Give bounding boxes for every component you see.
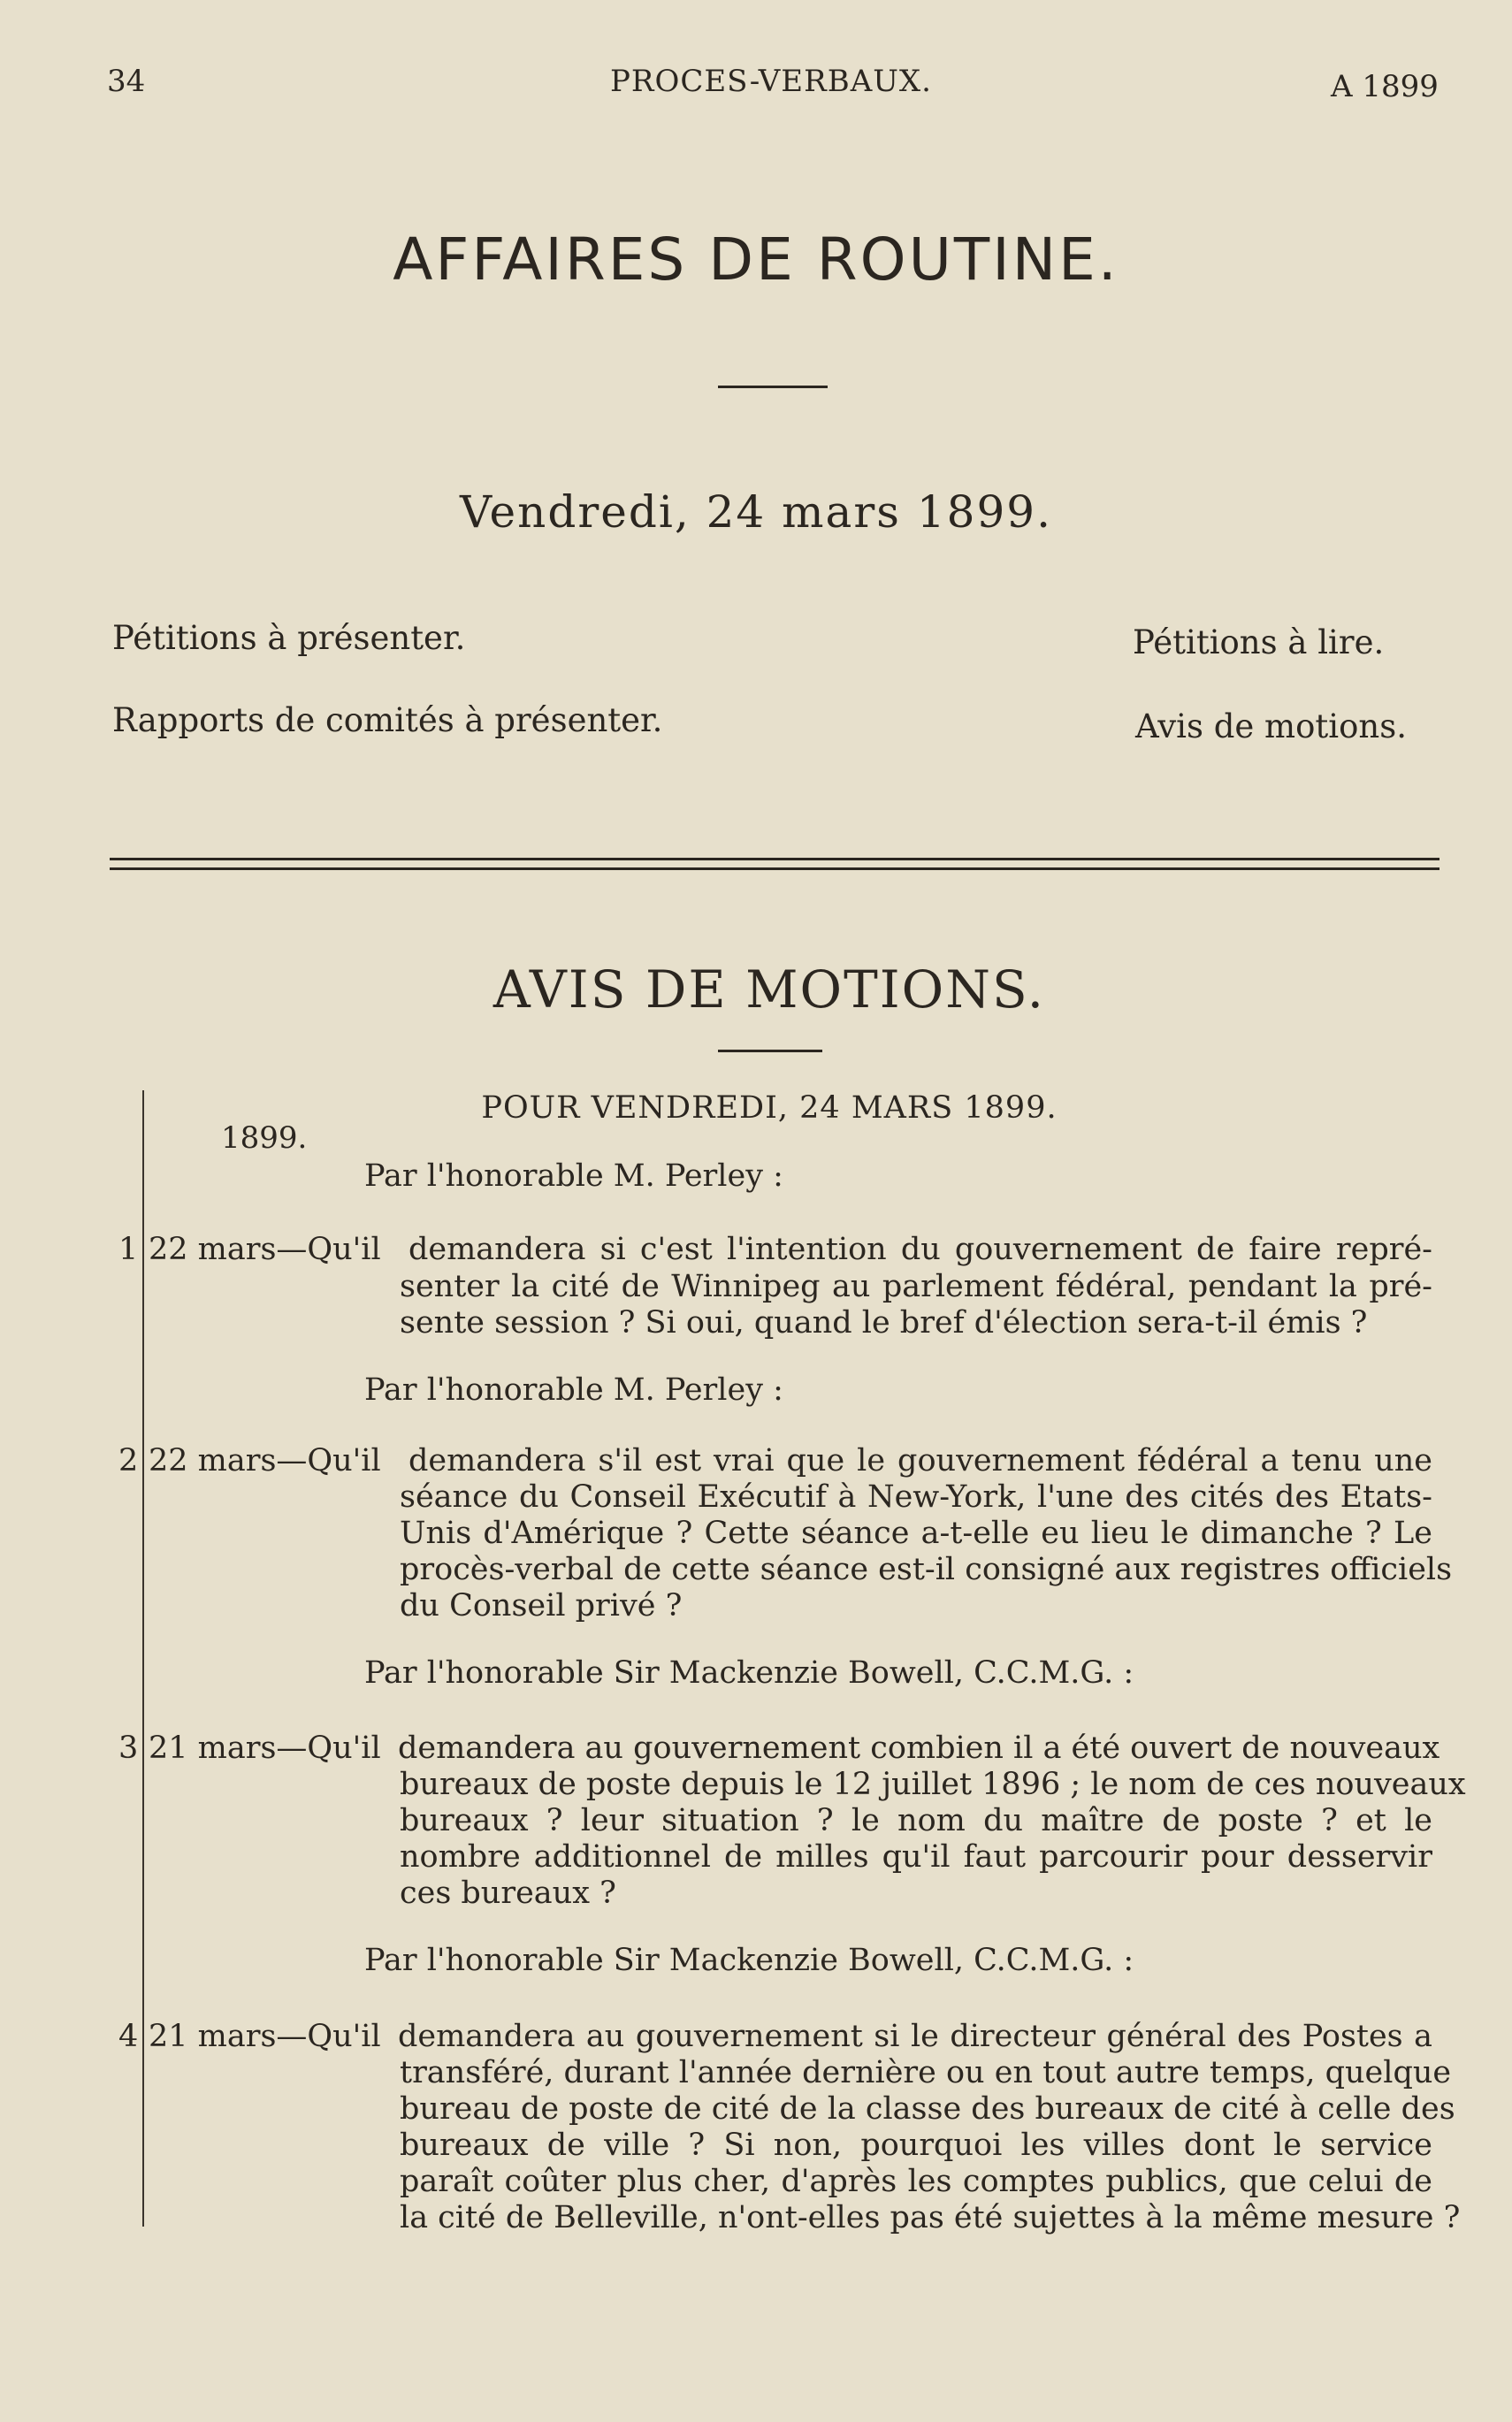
order-item-right-1: Pétitions à lire. bbox=[1133, 623, 1385, 661]
motion-3-line-2: bureaux de poste depuis le 12 juillet 1896 ; le nom de ces nouveaux bbox=[400, 1767, 1466, 1802]
year-reference: A 1899 bbox=[1331, 69, 1439, 104]
motion-4-line-2: transféré, durant l'année dernière ou en tout autre temps, quelque bbox=[400, 2055, 1452, 2090]
motion-1-line-1: demandera si c'est l'intention du gouvernement de faire repré- bbox=[409, 1232, 1432, 1267]
motion-4-line-1: demandera au gouvernement si le directeur général des Postes a bbox=[398, 2019, 1432, 2054]
motion-3-line-3: bureaux ? leur situation ? le nom du maître de poste ? et le bbox=[400, 1803, 1432, 1838]
title-divider bbox=[718, 386, 828, 388]
motion-1-line-3: sente session ? Si oui, quand le bref d'élection sera-t-il émis ? bbox=[400, 1305, 1368, 1341]
motion-1-mover: Par l'honorable M. Perley : bbox=[364, 1158, 783, 1194]
order-item-left-2: Rapports de comités à présenter. bbox=[112, 701, 663, 739]
order-item-right-2: Avis de motions. bbox=[1135, 707, 1407, 745]
motion-3-date: 21 mars—Qu'il bbox=[149, 1731, 381, 1766]
motion-1-number: 1 bbox=[118, 1232, 139, 1267]
session-date: Vendredi, 24 mars 1899. bbox=[460, 486, 1052, 538]
notices-heading: AVIS DE MOTIONS. bbox=[493, 959, 1046, 1020]
motion-2-date: 22 mars—Qu'il bbox=[149, 1443, 381, 1478]
page-number: 34 bbox=[107, 64, 146, 99]
motion-2-line-5: du Conseil privé ? bbox=[400, 1588, 683, 1624]
motion-4-line-6: la cité de Belleville, n'ont-elles pas été sujettes à la même mesure ? bbox=[400, 2200, 1461, 2235]
running-title: PROCES-VERBAUX. bbox=[610, 64, 932, 99]
motion-2-line-1: demandera s'il est vrai que le gouvernement fédéral a tenu une bbox=[409, 1443, 1432, 1478]
page-title: AFFAIRES DE ROUTINE. bbox=[393, 225, 1119, 294]
motion-2-line-3: Unis d'Amérique ? Cette séance a-t-elle eu lieu le dimanche ? Le bbox=[400, 1516, 1432, 1551]
motion-3-mover: Par l'honorable Sir Mackenzie Bowell, C.C.M.G. : bbox=[364, 1655, 1134, 1691]
motion-3-line-5: ces bureaux ? bbox=[400, 1876, 616, 1911]
motion-4-line-5: paraît coûter plus cher, d'après les comptes publics, que celui de bbox=[400, 2164, 1432, 2199]
motion-3-number: 3 bbox=[118, 1731, 139, 1766]
order-item-left-1: Pétitions à présenter. bbox=[112, 619, 466, 657]
motion-1-line-2: senter la cité de Winnipeg au parlement fédéral, pendant la pré- bbox=[400, 1269, 1432, 1304]
motion-3-line-1: demandera au gouvernement combien il a été ouvert de nouveaux bbox=[398, 1731, 1440, 1766]
motion-2-mover: Par l'honorable M. Perley : bbox=[364, 1372, 783, 1408]
motion-1-date: 22 mars—Qu'il bbox=[149, 1232, 381, 1267]
motion-3-line-4: nombre additionnel de milles qu'il faut parcourir pour desservir bbox=[400, 1839, 1432, 1875]
margin-year: 1899. bbox=[221, 1120, 308, 1156]
motion-4-mover: Par l'honorable Sir Mackenzie Bowell, C.C.M.G. : bbox=[364, 1943, 1134, 1978]
notices-divider bbox=[718, 1050, 822, 1052]
section-double-rule bbox=[110, 858, 1439, 870]
motion-4-date: 21 mars—Qu'il bbox=[149, 2019, 381, 2054]
motion-4-line-3: bureau de poste de cité de la classe des bureaux de cité à celle des bbox=[400, 2091, 1455, 2127]
motion-2-line-4: procès-verbal de cette séance est-il consigné aux registres officiels bbox=[400, 1552, 1453, 1587]
motion-2-line-2: séance du Conseil Exécutif à New-York, l'une des cités des Etats- bbox=[400, 1479, 1432, 1515]
margin-rule bbox=[142, 1090, 144, 2227]
notices-for-date: POUR VENDREDI, 24 MARS 1899. bbox=[481, 1090, 1058, 1126]
motion-2-number: 2 bbox=[118, 1443, 139, 1478]
motion-4-number: 4 bbox=[118, 2019, 139, 2054]
motion-4-line-4: bureaux de ville ? Si non, pourquoi les villes dont le service bbox=[400, 2128, 1432, 2163]
